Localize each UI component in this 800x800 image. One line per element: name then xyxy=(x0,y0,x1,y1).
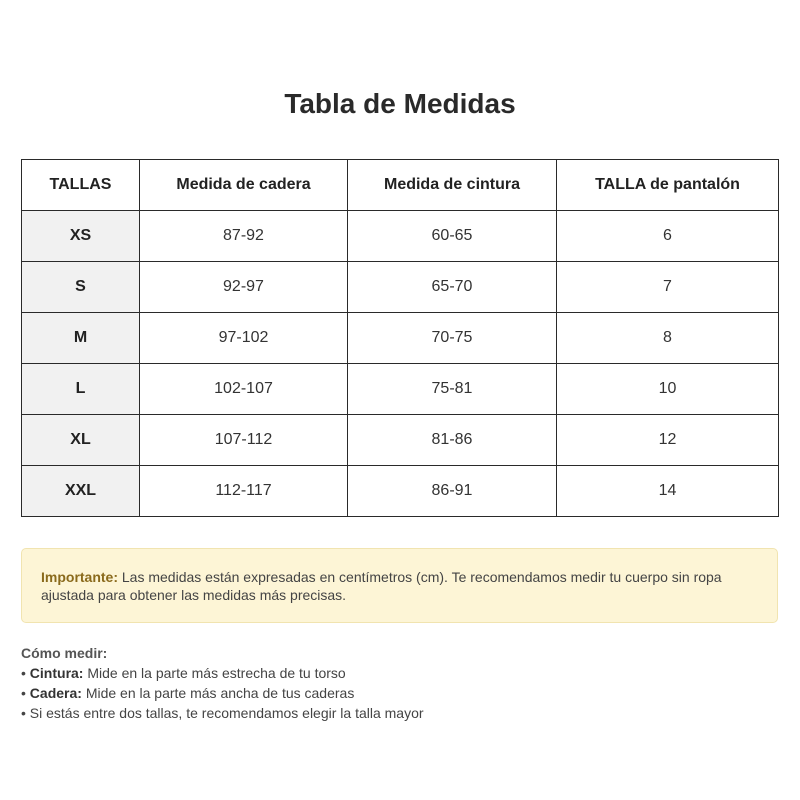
pant-size-value: 12 xyxy=(557,415,779,466)
bullet-marker: • xyxy=(21,665,30,681)
size-label: XXL xyxy=(22,466,140,517)
size-label: M xyxy=(22,313,140,364)
note-text: Las medidas están expresadas en centímetros (cm). Te recomendamos medir tu cuerpo sin ropa ajustada para obtener las medidas más precisas. xyxy=(41,569,722,603)
table-row xyxy=(22,211,779,262)
how-to-measure xyxy=(21,643,781,723)
note-label: Importante: xyxy=(41,569,118,585)
bullet-marker: • xyxy=(21,685,30,701)
waist-value: 81-86 xyxy=(348,415,557,466)
list-item xyxy=(21,663,781,683)
table-row xyxy=(22,466,779,517)
important-note xyxy=(21,548,778,623)
waist-value: 75-81 xyxy=(348,364,557,415)
header-waist: Medida de cintura xyxy=(348,160,557,211)
waist-value: 65-70 xyxy=(348,262,557,313)
table-row xyxy=(22,262,779,313)
waist-value: 70-75 xyxy=(348,313,557,364)
list-item xyxy=(21,683,781,703)
list-item xyxy=(21,703,781,723)
table-row xyxy=(22,364,779,415)
item-text: Mide en la parte más estrecha de tu torso xyxy=(83,665,346,681)
item-text: Si estás entre dos tallas, te recomendamos elegir la talla mayor xyxy=(29,705,424,721)
size-label: S xyxy=(22,262,140,313)
size-chart-table xyxy=(21,159,779,517)
table-row xyxy=(22,415,779,466)
header-pant-size: TALLA de pantalón xyxy=(557,160,779,211)
pant-size-value: 6 xyxy=(557,211,779,262)
size-label: L xyxy=(22,364,140,415)
hip-value: 102-107 xyxy=(140,364,348,415)
hip-value: 92-97 xyxy=(140,262,348,313)
item-label: Cadera: xyxy=(29,685,82,701)
hip-value: 97-102 xyxy=(140,313,348,364)
waist-value: 60-65 xyxy=(348,211,557,262)
item-text: Mide en la parte más ancha de tus caderas xyxy=(81,685,355,701)
pant-size-value: 8 xyxy=(557,313,779,364)
pant-size-value: 14 xyxy=(557,466,779,517)
hip-value: 112-117 xyxy=(140,466,348,517)
hip-value: 107-112 xyxy=(140,415,348,466)
size-label: XS xyxy=(22,211,140,262)
bullet-marker: • xyxy=(21,705,30,721)
table-row xyxy=(22,313,779,364)
how-to-title: Cómo medir: xyxy=(21,645,108,661)
page-title: Tabla de Medidas xyxy=(284,88,516,119)
table-header-row xyxy=(22,160,779,211)
header-hip: Medida de cadera xyxy=(140,160,348,211)
pant-size-value: 10 xyxy=(557,364,779,415)
pant-size-value: 7 xyxy=(557,262,779,313)
waist-value: 86-91 xyxy=(348,466,557,517)
item-label: Cintura: xyxy=(29,665,84,681)
hip-value: 87-92 xyxy=(140,211,348,262)
header-sizes: TALLAS xyxy=(22,160,140,211)
size-label: XL xyxy=(22,415,140,466)
